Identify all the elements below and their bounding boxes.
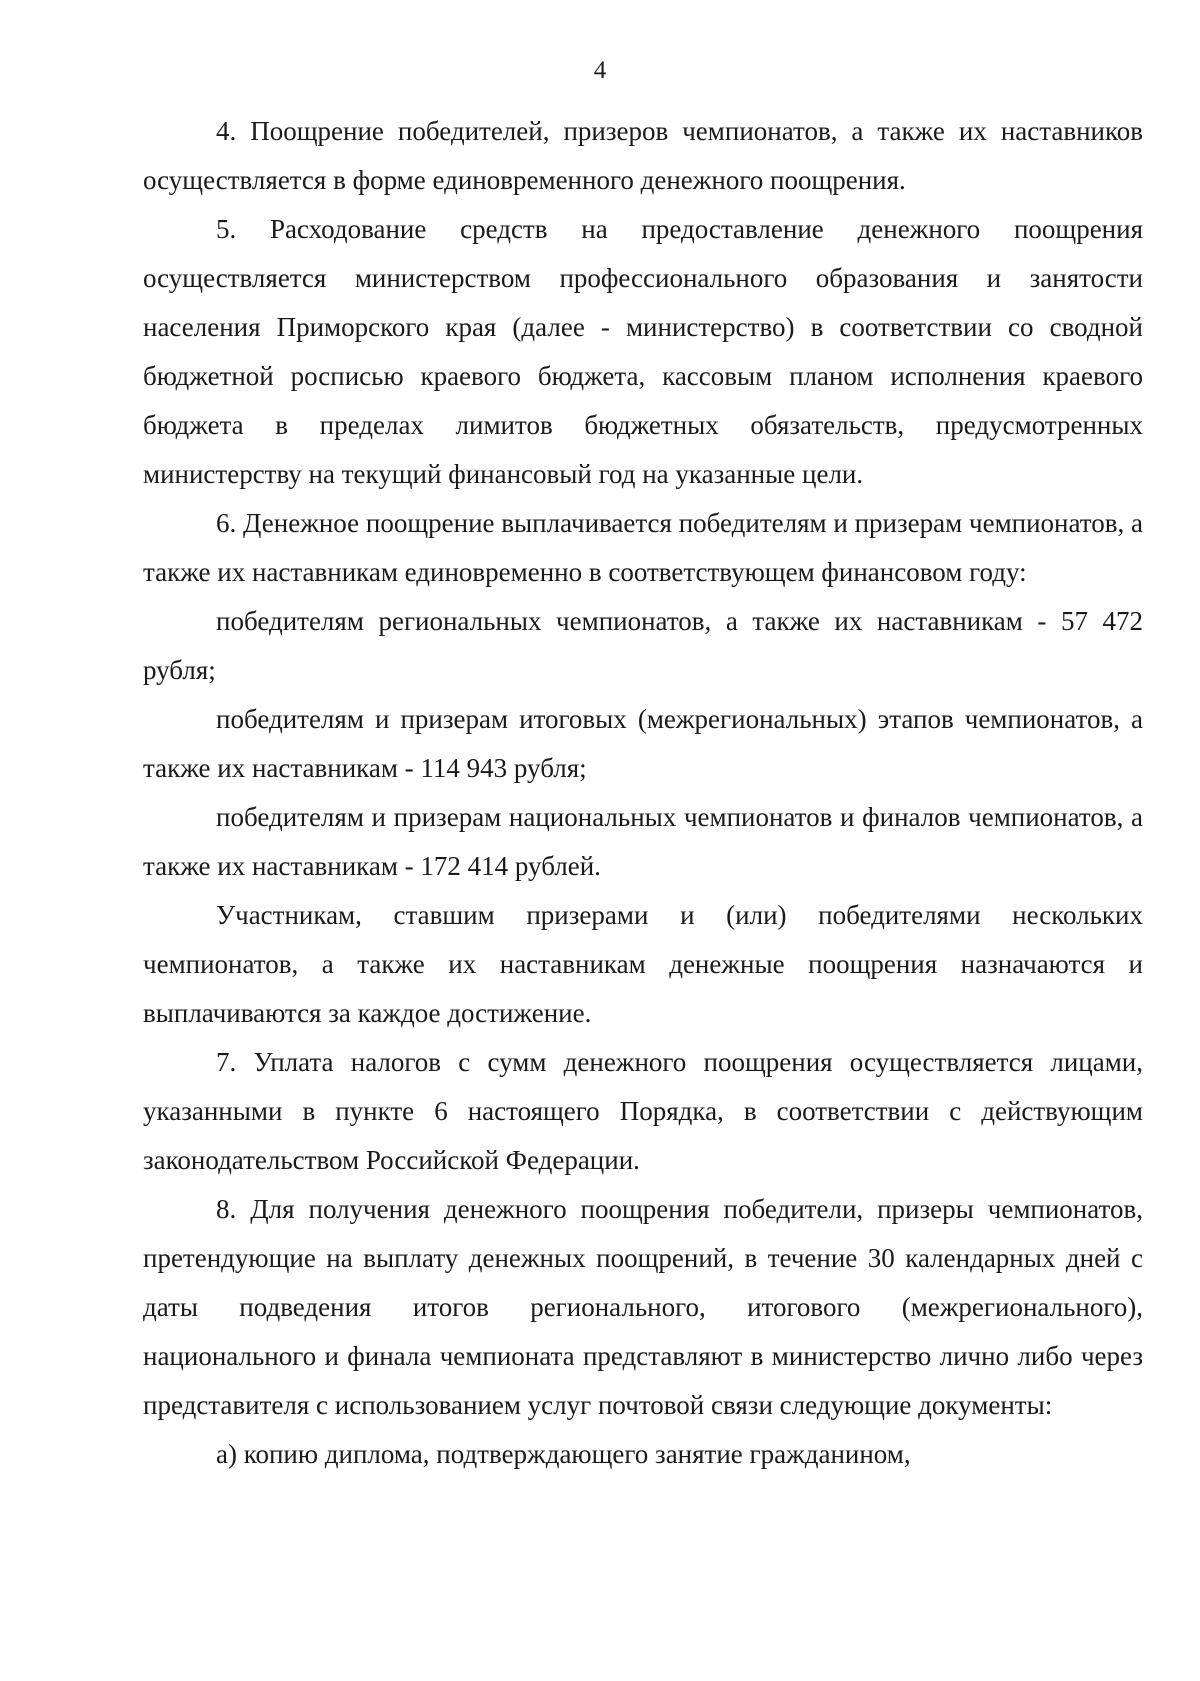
paragraph-8a-diploma-copy: а) копию диплома, подтверждающего занятие гражданином, xyxy=(216,1439,911,1469)
paragraph-multiple-achievements: Участникам, ставшим призерами и (или) победителями нескольких чемпионатов, а также их наставникам денежные поощрения назначаются и выплачиваются за каждое достижение. xyxy=(143,900,1143,1028)
paragraph-7-taxes: 7. Уплата налогов с сумм денежного поощрения осуществляется лицами, указанными в пункте 6 настоящего Порядка, в соответствии с действующим законодательством Российской Федерации. xyxy=(143,1047,1143,1175)
paragraph-4-incentive-form: 4. Поощрение победителей, призеров чемпионатов, а также их наставников осуществляется в форме единовременного денежного поощрения. xyxy=(143,116,1143,195)
document-body xyxy=(143,107,1143,1479)
paragraph-8-documents: 8. Для получения денежного поощрения победители, призеры чемпионатов, претендующие на выплату денежных поощрений, в течение 30 календарных дней с даты подведения итогов регионального, итогового (межрегионального), национального и финала чемпионата представляют в министерство лично либо через представителя с использованием услуг почтовой связи следующие документы: xyxy=(143,1194,1143,1420)
page-number: 4 xyxy=(593,57,607,84)
payment-regional-champions: победителям региональных чемпионатов, а также их наставникам - 57 472 рубля; xyxy=(143,606,1143,685)
payment-national-finals: победителям и призерам национальных чемпионатов и финалов чемпионатов, а также их наставникам - 172 414 рублей. xyxy=(143,802,1143,881)
payment-interregional-stages: победителям и призерам итоговых (межрегиональных) этапов чемпионатов, а также их наставникам - 114 943 рубля; xyxy=(143,704,1143,783)
paragraph-5-funding: 5. Расходование средств на предоставление денежного поощрения осуществляется министерством профессионального образования и занятости населения Приморского края (далее - министерство) в соответствии со сводной бюджетной росписью краевого бюджета, кассовым планом исполнения краевого бюджета в пределах лимитов бюджетных обязательств, предусмотренных министерству на текущий финансовый год на указанные цели. xyxy=(143,214,1143,489)
paragraph-6-payment: 6. Денежное поощрение выплачивается победителям и призерам чемпионатов, а также их наставникам единовременно в соответствующем финансовом году: xyxy=(143,508,1143,587)
